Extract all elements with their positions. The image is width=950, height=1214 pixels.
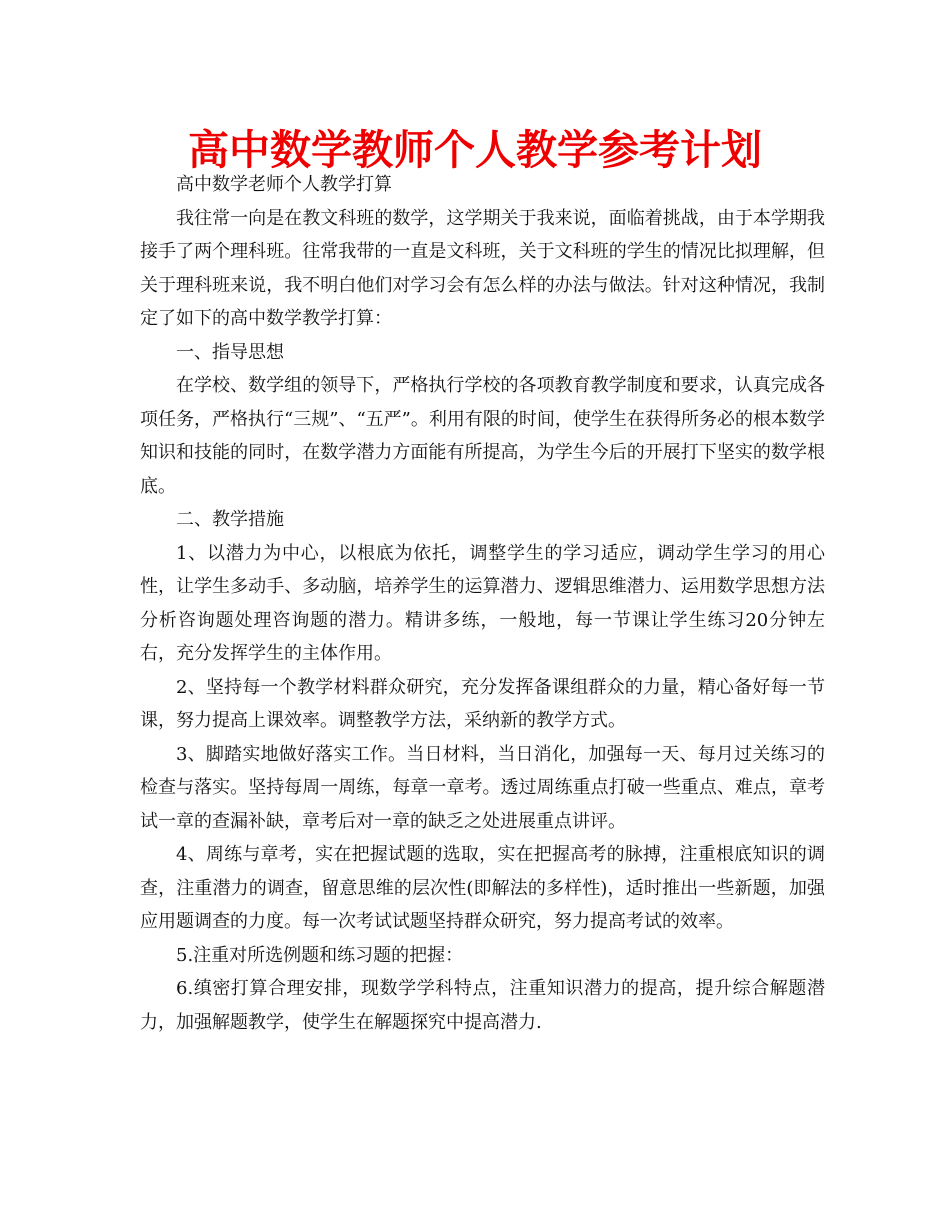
document-subtitle: 高中数学老师个人教学打算 <box>176 174 392 195</box>
measure-item-3: 3、脚踏实地做好落实工作。当日材料，当日消化，加强每一天、每月过关练习的检查与落实。坚持每周一周练，每章一章考。透过周练重点打破一些重点、难点，章考试一章的查漏补缺，章考后对一章的缺乏之处进展重点讲评。 <box>140 743 825 832</box>
measure-item-6: 6.缜密打算合理安排，现数学学科特点，注重知识潜力的提高，提升综合解题潜力，加强解题教学，使学生在解题探究中提高潜力. <box>140 978 825 1033</box>
document-title: 高中数学教师个人教学参考计划 <box>188 126 762 174</box>
paragraph-guiding-thought: 在学校、数学组的领导下，严格执行学校的各项教育教学制度和要求，认真完成各项任务，严格执行“三规”、“五严”。利用有限的时间，使学生在获得所务必的根本数学知识和技能的同时，在数学潜力方面能有所提高，为学生今后的开展打下坚实的数学根底。 <box>140 375 825 497</box>
section-heading-guiding-thought: 一、指导思想 <box>176 341 284 363</box>
measure-item-5: 5.注重对所选例题和练习题的把握： <box>176 944 464 966</box>
document-body <box>140 168 825 1039</box>
measure-item-1: 1、以潜力为中心，以根底为依托，调整学生的学习适应，调动学生学习的用心性，让学生多动手、多动脑，培养学生的运算潜力、逻辑思维潜力、运用数学思想方法分析咨询题处理咨询题的潜力。精讲多练，一般地，每一节课让学生练习20分钟左右，充分发挥学生的主体作用。 <box>140 542 825 664</box>
measure-item-2: 2、坚持每一个教学材料群众研究，充分发挥备课组群众的力量，精心备好每一节课，努力提高上课效率。调整教学方法，采纳新的教学方式。 <box>140 676 825 731</box>
paragraph-intro: 我往常一向是在教文科班的数学，这学期关于我来说，面临着挑战，由于本学期我接手了两个理科班。往常我带的一直是文科班，关于文科班的学生的情况比拟理解，但关于理科班来说，我不明白他们对学习会有怎么样的办法与做法。针对这种情况，我制定了如下的高中数学教学打算： <box>140 207 825 329</box>
measure-item-4: 4、周练与章考，实在把握试题的选取，实在把握高考的脉搏，注重根底知识的调查，注重潜力的调查，留意思维的层次性(即解法的多样性)，适时推出一些新题，加强应用题调查的力度。每一次考试试题坚持群众研究，努力提高考试的效率。 <box>140 844 825 932</box>
section-heading-teaching-measures: 二、教学措施 <box>176 509 284 530</box>
